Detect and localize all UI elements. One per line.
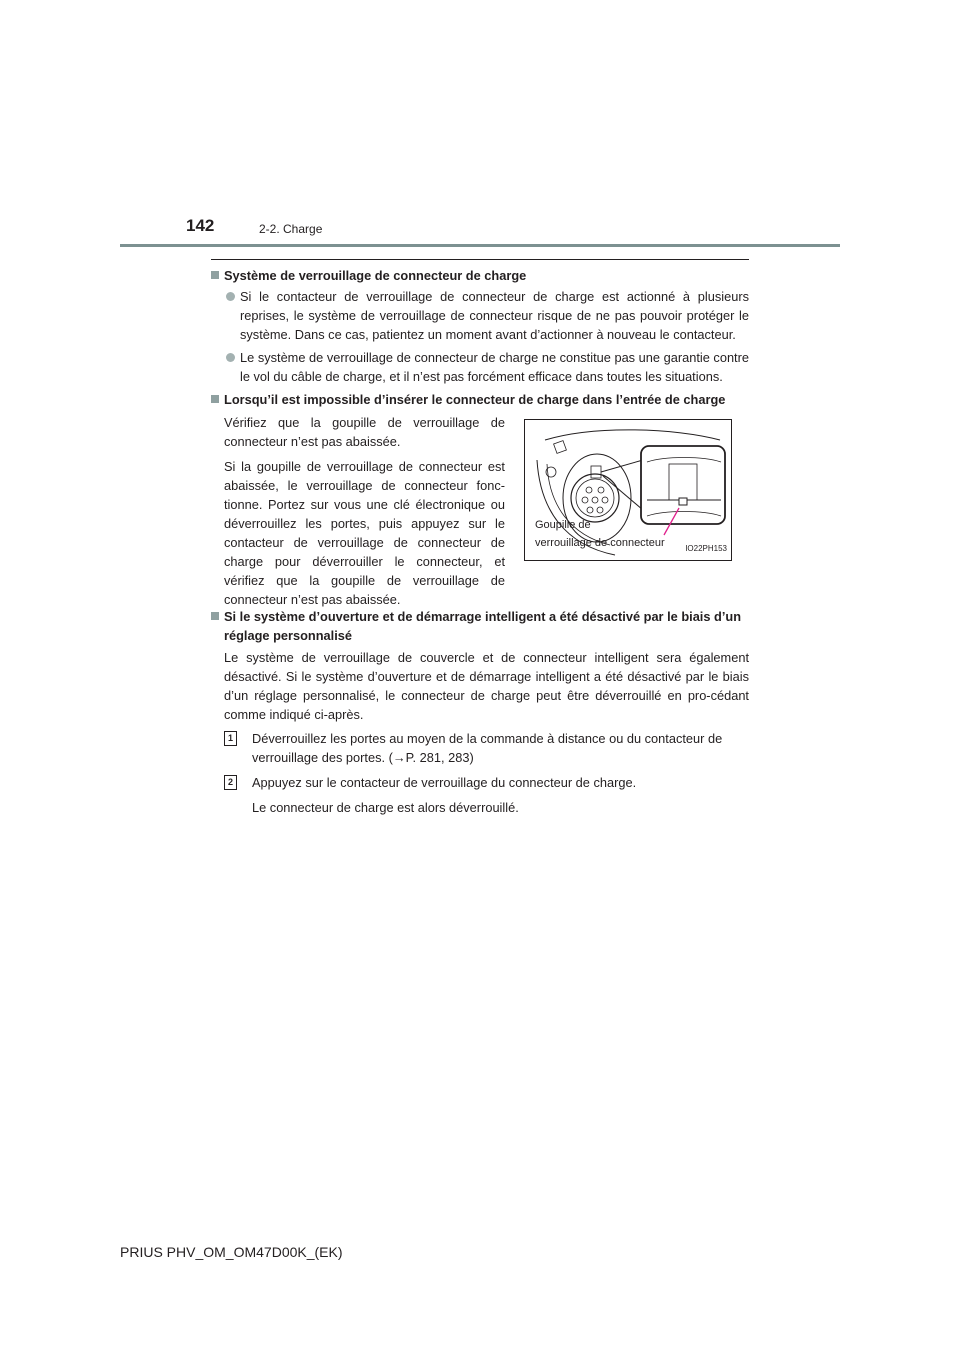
- paragraph: Si la goupille de verrouillage de connecteur est abaissée, le verrouillage de connecteur fonc-tionne. Portez sur vous une clé électronique ou déverrouillez les portes, puis appuyez sur le contacteur de verrouillage de connecteur de charge pour déverrouiller le connecteur, et vérifiez que la goupille de verrouillage de connecteur n’est pas abaissée.: [224, 459, 505, 607]
- step-item: [224, 773, 749, 792]
- bullet-item: Si le contacteur de verrouillage de connecteur de charge est actionné à plusieurs reprises, le système de verrouillage de connecteur risque de ne pas pouvoir protéger le système. Dans ce cas, patientez un moment avant d’actionner à nouveau le contacteur.: [224, 287, 749, 344]
- figure-callout-label: Goupille de verrouillage de connecteur: [535, 519, 665, 549]
- section-heading: Lorsqu’il est impossible d’insérer le connecteur de charge dans l’entrée de charge: [211, 390, 749, 409]
- paragraph: Le système de verrouillage de couvercle et de connecteur intelligent sera également désactivé. Si le système d’ouverture et de démarrage intelligent a été désactivé par le biais d’un réglage personnalisé, le connecteur de charge peut être déverrouillé en pro-cédant comme indiqué ci-après.: [224, 650, 749, 722]
- step-number: 1: [224, 731, 237, 746]
- bullet-item: Le système de verrouillage de connecteur de charge ne constitue pas une garantie contre le vol du câble de charge, et il n’est pas forcément efficace dans toutes les situations.: [224, 348, 749, 386]
- step-text: Appuyez sur le contacteur de verrouillage du connecteur de charge.: [252, 775, 637, 790]
- step-number: 2: [224, 775, 237, 790]
- header-rule: [120, 244, 840, 247]
- page-content: [211, 266, 749, 820]
- content-rule: [211, 259, 749, 260]
- paragraph: Vérifiez que la goupille de verrouillage de connecteur n’est pas abaissée.: [224, 415, 505, 449]
- square-bullet-icon: [211, 395, 219, 403]
- round-bullet-icon: [226, 292, 235, 301]
- step-note: Le connecteur de charge est alors déverrouillé.: [252, 800, 519, 815]
- square-bullet-icon: [211, 271, 219, 279]
- charging-port-figure: [524, 419, 732, 561]
- section-heading: Système de verrouillage de connecteur de charge: [211, 266, 749, 285]
- step-item: [224, 729, 749, 767]
- figure-section: [211, 413, 749, 607]
- page-number: 142: [186, 216, 215, 235]
- section-heading: Si le système d’ouverture et de démarrage intelligent a été désactivé par le biais d’un réglage personnalisé: [211, 607, 749, 645]
- square-bullet-icon: [211, 612, 219, 620]
- round-bullet-icon: [226, 353, 235, 362]
- step-text: Déverrouillez les portes au moyen de la commande à distance ou du contacteur de verrouillage des portes. (→P. 281, 283): [252, 731, 723, 765]
- figure-code: IO22PH153: [685, 544, 727, 553]
- section-title: 2-2. Charge: [259, 222, 323, 236]
- footer-doc-code: PRIUS PHV_OM_OM47D00K_(EK): [120, 1244, 343, 1260]
